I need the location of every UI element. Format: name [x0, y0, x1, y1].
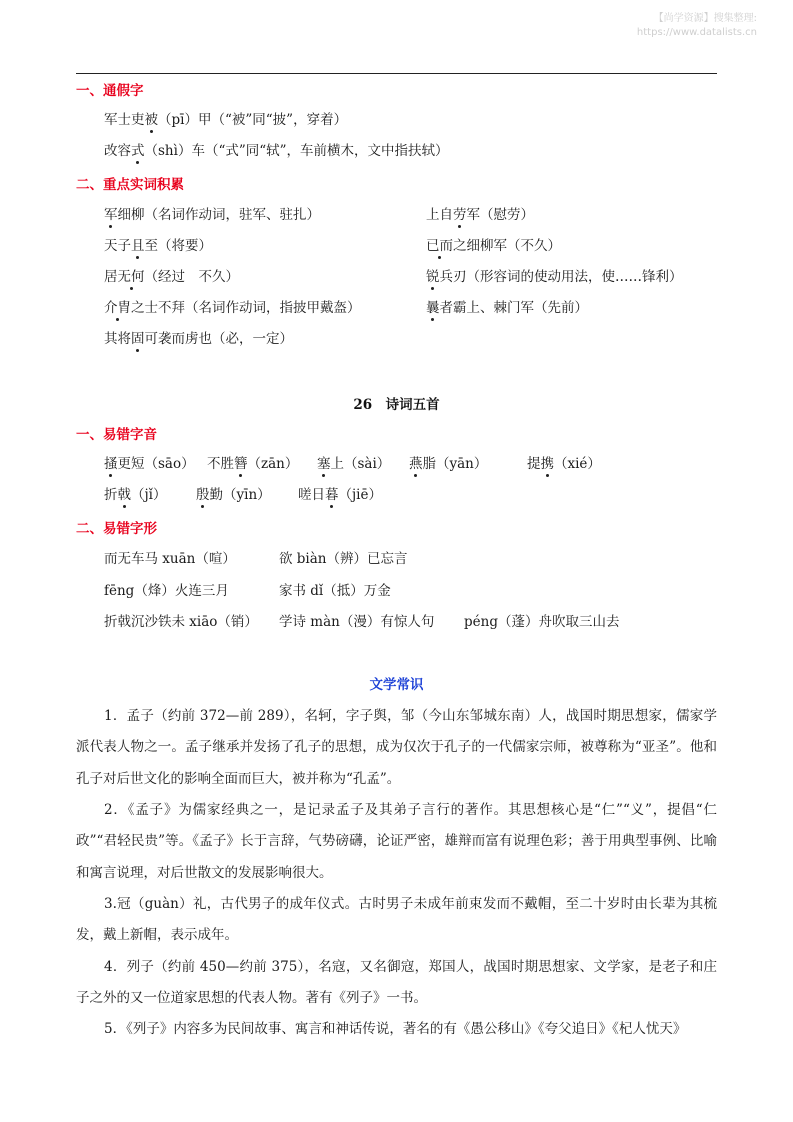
dotted-char: 被: [144, 112, 158, 128]
literature-paragraph-2: 2．《孟子》为儒家经典之一，是记录孟子及其弟子言行的著作。其思想核心是“仁”“义”，提倡“仁政”“君轻民贵”等。《孟子》长于言辞，气势磅礴，论证严密，雄辩而富有说理色彩；善于用典型事例、比喻和寓言说理，对后世散文的发展影响很大。: [76, 802, 717, 881]
ziyin-item: [409, 455, 487, 473]
literature-paragraph-3: 3.冠（guàn）礼，古代男子的成年仪式。古时男子未成年前束发而不戴帽，至二十岁时由长辈为其梳发，戴上新帽，表示成年。: [76, 896, 717, 944]
dotted-char: 戟: [117, 487, 131, 503]
item-text: 细柳（名词作动词，驻军、驻扎）: [117, 207, 320, 223]
shici-left-1: [104, 206, 320, 224]
item-text: 至（将要）: [144, 238, 212, 254]
item-text: 之细柳军（不久）: [453, 238, 561, 254]
dotted-char: 携: [540, 456, 554, 472]
shici-left-3: [104, 268, 239, 286]
shici-left-5: [104, 330, 293, 348]
dotted-char: 塞: [317, 456, 331, 472]
ziyin-item: [207, 455, 298, 473]
dotted-char: 曩: [426, 300, 440, 316]
item-text: 脂（yān）: [422, 456, 488, 472]
item-text: 更短（sāo）: [117, 456, 195, 472]
item-text: 可袭而虏也（必，一定）: [144, 331, 293, 347]
ziyin-item: [298, 486, 382, 504]
dotted-char: 搔: [104, 456, 118, 472]
literature-title: 文学常识: [369, 677, 424, 693]
zixing-item: 家书 dǐ（抵）万金: [279, 583, 391, 599]
dotted-char: 劳: [453, 207, 467, 223]
zixing-item: 欲 biàn（辨）已忘言: [279, 551, 408, 567]
shici-right-4: [426, 299, 588, 317]
ziyin-item: [104, 486, 167, 504]
dotted-char: 式: [131, 143, 145, 159]
zixing-item: 折戟沉沙铁未 xiāo（销）: [104, 614, 258, 630]
dotted-char: 燕: [409, 456, 423, 472]
literature-paragraph-1: 1．孟子（约前 372—前 289），名轲，字子舆，邹（今山东邹城东南）人，战国时期思想家，儒家学派代表人物之一。孟子继承并发扬了孔子的思想，成为仅次于孔子的一代儒家宗师，被尊称为“亚圣”。他和孔子对后世文化的影响全面而巨大，被并称为“孔孟”。: [76, 708, 717, 787]
dotted-char: 军: [104, 207, 118, 223]
zixing-item: fēng（烽）火连三月: [104, 583, 229, 599]
dotted-char: 固: [131, 331, 145, 347]
poem-title: 26 诗词五首: [353, 397, 440, 413]
item-text: 军（慰劳）: [466, 207, 534, 223]
shici-right-2: [426, 237, 561, 255]
item-text: （shì）车（“式”同“轼”，车前横木，文中指扶轼）: [144, 143, 449, 159]
item-text: 其将: [104, 331, 131, 347]
item-text: 改容: [104, 143, 131, 159]
item-text: （jǐ）: [131, 487, 167, 503]
dotted-char: 殷: [196, 487, 210, 503]
item-text: 提: [527, 456, 541, 472]
literature-paragraph-5: 5．《列子》内容多为民间故事、寓言和神话传说，著名的有《愚公移山》《夸父追日》《杞人忧天》: [104, 1021, 687, 1037]
literature-paragraph-4: 4．列子（约前 450—约前 375），名寇，又名御寇，郑国人，战国时期思想家、文学家，是老子和庄子之外的又一位道家思想的代表人物。著有《列子》一书。: [76, 959, 717, 1007]
dotted-char: 锐: [426, 269, 440, 285]
dotted-char: 且: [131, 238, 145, 254]
section-heading-tongjiazi: 一、通假字: [76, 83, 144, 99]
tongjiazi-item-1: [104, 111, 347, 129]
dotted-char: 暮: [325, 487, 339, 503]
item-text: 嗟日: [298, 487, 325, 503]
item-text: 之士不拜（名词作动词，指披甲戴盔）: [131, 300, 361, 316]
section-heading-zilin: 一、易错字音: [76, 427, 157, 443]
dotted-char: 介胄: [104, 300, 131, 316]
dotted-char: 簪: [234, 456, 248, 472]
section-heading-shici: 二、重点实词积累: [76, 177, 184, 193]
item-text: 居: [104, 269, 118, 285]
tongjiazi-item-2: [104, 142, 449, 160]
zixing-item: péng（蓬）舟吹取三山去: [464, 614, 620, 630]
ziyin-item: [196, 486, 271, 504]
watermark-title: 【尚学资源】搜集整理:: [653, 13, 757, 24]
item-text: （经过 不久）: [144, 269, 239, 285]
item-text: （jiē）: [338, 487, 382, 503]
item-text: 上自: [426, 207, 453, 223]
item-text: 上（sài）: [330, 456, 391, 472]
item-text: （pī）甲（“被”同“披”，穿着）: [158, 112, 348, 128]
dotted-char: 已而: [426, 238, 453, 254]
item-text: 不胜: [207, 456, 234, 472]
item-text: 军士吏: [104, 112, 145, 128]
item-text: 勤（yīn）: [209, 487, 271, 503]
watermark-url: https://www.datalists.cn: [636, 27, 757, 38]
dotted-char: 无何: [117, 269, 145, 285]
ziyin-item: [104, 455, 195, 473]
zixing-item: 而无车马 xuān（喧）: [104, 551, 236, 567]
ziyin-item: [317, 455, 390, 473]
header-rule: [76, 73, 717, 74]
shici-right-3: [426, 268, 683, 286]
shici-right-1: [426, 206, 534, 224]
item-text: 天子: [104, 238, 131, 254]
item-text: （xié）: [554, 456, 601, 472]
shici-left-2: [104, 237, 212, 255]
ziyin-item: [527, 455, 601, 473]
item-text: 者霸上、棘门军（先前）: [439, 300, 588, 316]
watermark: [637, 12, 757, 40]
shici-left-4: [104, 299, 361, 317]
item-text: 折: [104, 487, 118, 503]
item-text: （zān）: [247, 456, 299, 472]
zixing-item: 学诗 màn（漫）有惊人句: [279, 614, 435, 630]
section-heading-zixing: 二、易错字形: [76, 521, 157, 537]
item-text: 兵刃（形容词的使动用法，使……锋利）: [439, 269, 683, 285]
